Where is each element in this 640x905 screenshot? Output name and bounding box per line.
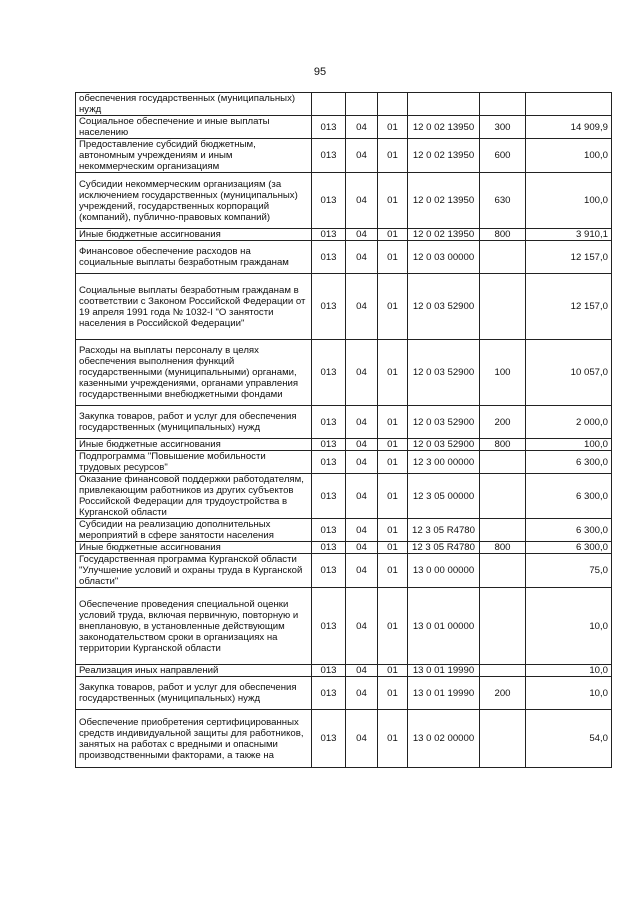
- expense-type-cell: [480, 93, 526, 116]
- target-article-cell: 12 0 02 13950: [408, 173, 480, 229]
- ministry-code-cell: 013: [312, 229, 346, 241]
- section-code-cell: 04: [346, 588, 378, 665]
- expense-type-cell: 800: [480, 542, 526, 554]
- table-row: [76, 340, 612, 406]
- section-code-cell: 04: [346, 677, 378, 710]
- subsection-code-cell: 01: [378, 406, 408, 439]
- expense-name-cell: Закупка товаров, работ и услуг для обеспечения государственных (муниципальных) нужд: [76, 677, 312, 710]
- expense-type-cell: [480, 274, 526, 340]
- amount-cell: 100,0: [526, 173, 612, 229]
- section-code-cell: 04: [346, 274, 378, 340]
- target-article-cell: 12 3 05 R4780: [408, 542, 480, 554]
- table-row: [76, 173, 612, 229]
- subsection-code-cell: [378, 93, 408, 116]
- expense-type-cell: 800: [480, 439, 526, 451]
- section-code-cell: 04: [346, 116, 378, 139]
- expense-type-cell: [480, 451, 526, 474]
- target-article-cell: 12 0 03 00000: [408, 241, 480, 274]
- table-row: [76, 554, 612, 588]
- amount-cell: 10,0: [526, 588, 612, 665]
- ministry-code-cell: 013: [312, 451, 346, 474]
- table-row: [76, 439, 612, 451]
- budget-table: [75, 92, 612, 768]
- amount-cell: 10,0: [526, 677, 612, 710]
- section-code-cell: 04: [346, 241, 378, 274]
- expense-name-cell: Социальное обеспечение и иные выплаты населению: [76, 116, 312, 139]
- expense-name-cell: Иные бюджетные ассигнования: [76, 542, 312, 554]
- ministry-code-cell: 013: [312, 710, 346, 768]
- subsection-code-cell: 01: [378, 139, 408, 173]
- amount-cell: 14 909,9: [526, 116, 612, 139]
- expense-name-cell: Предоставление субсидий бюджетным, автономным учреждениям и иным некоммерческим организациям: [76, 139, 312, 173]
- subsection-code-cell: 01: [378, 173, 408, 229]
- expense-name-cell: Иные бюджетные ассигнования: [76, 439, 312, 451]
- subsection-code-cell: 01: [378, 519, 408, 542]
- ministry-code-cell: 013: [312, 116, 346, 139]
- amount-cell: 100,0: [526, 439, 612, 451]
- expense-name-cell: Финансовое обеспечение расходов на социальные выплаты безработным гражданам: [76, 241, 312, 274]
- target-article-cell: 13 0 00 00000: [408, 554, 480, 588]
- section-code-cell: 04: [346, 542, 378, 554]
- amount-cell: 54,0: [526, 710, 612, 768]
- subsection-code-cell: 01: [378, 554, 408, 588]
- target-article-cell: 12 0 03 52900: [408, 274, 480, 340]
- subsection-code-cell: 01: [378, 439, 408, 451]
- expense-name-cell: Иные бюджетные ассигнования: [76, 229, 312, 241]
- expense-name-cell: Закупка товаров, работ и услуг для обеспечения государственных (муниципальных) нужд: [76, 406, 312, 439]
- section-code-cell: 04: [346, 474, 378, 519]
- ministry-code-cell: 013: [312, 139, 346, 173]
- expense-type-cell: [480, 665, 526, 677]
- amount-cell: 6 300,0: [526, 519, 612, 542]
- ministry-code-cell: 013: [312, 542, 346, 554]
- expense-type-cell: 800: [480, 229, 526, 241]
- amount-cell: 10,0: [526, 665, 612, 677]
- subsection-code-cell: 01: [378, 241, 408, 274]
- expense-name-cell: Субсидии на реализацию дополнительных мероприятий в сфере занятости населения: [76, 519, 312, 542]
- subsection-code-cell: 01: [378, 542, 408, 554]
- target-article-cell: 12 3 05 00000: [408, 474, 480, 519]
- target-article-cell: [408, 93, 480, 116]
- amount-cell: 6 300,0: [526, 542, 612, 554]
- expense-name-cell: Реализация иных направлений: [76, 665, 312, 677]
- expense-type-cell: 200: [480, 406, 526, 439]
- subsection-code-cell: 01: [378, 229, 408, 241]
- page-number: 95: [313, 66, 327, 78]
- target-article-cell: 13 0 02 00000: [408, 710, 480, 768]
- expense-type-cell: [480, 588, 526, 665]
- table-row: [76, 229, 612, 241]
- target-article-cell: 12 0 02 13950: [408, 116, 480, 139]
- target-article-cell: 12 3 05 R4780: [408, 519, 480, 542]
- amount-cell: 3 910,1: [526, 229, 612, 241]
- expense-type-cell: [480, 474, 526, 519]
- section-code-cell: 04: [346, 519, 378, 542]
- section-code-cell: 04: [346, 665, 378, 677]
- table-row: [76, 588, 612, 665]
- expense-type-cell: [480, 554, 526, 588]
- ministry-code-cell: 013: [312, 274, 346, 340]
- expense-type-cell: [480, 241, 526, 274]
- ministry-code-cell: 013: [312, 173, 346, 229]
- table-row: [76, 93, 612, 116]
- expense-type-cell: 100: [480, 340, 526, 406]
- target-article-cell: 12 0 03 52900: [408, 406, 480, 439]
- amount-cell: 100,0: [526, 139, 612, 173]
- target-article-cell: 13 0 01 19990: [408, 665, 480, 677]
- section-code-cell: 04: [346, 139, 378, 173]
- section-code-cell: 04: [346, 406, 378, 439]
- table-row: [76, 139, 612, 173]
- expense-name-cell: Обеспечение проведения специальной оценки условий труда, включая первичную, повторную и внеплановую, в установленные действующим законодательством сроки в организациях на территории Курганской области: [76, 588, 312, 665]
- expense-name-cell: Государственная программа Курганской области "Улучшение условий и охраны труда в Курганской области": [76, 554, 312, 588]
- expense-type-cell: [480, 710, 526, 768]
- ministry-code-cell: [312, 93, 346, 116]
- ministry-code-cell: 013: [312, 554, 346, 588]
- subsection-code-cell: 01: [378, 474, 408, 519]
- table-row: [76, 406, 612, 439]
- expense-name-cell: обеспечения государственных (муниципальных) нужд: [76, 93, 312, 116]
- expense-type-cell: 600: [480, 139, 526, 173]
- ministry-code-cell: 013: [312, 241, 346, 274]
- table-row: [76, 665, 612, 677]
- table-row: [76, 116, 612, 139]
- target-article-cell: 13 0 01 19990: [408, 677, 480, 710]
- target-article-cell: 12 0 03 52900: [408, 439, 480, 451]
- ministry-code-cell: 013: [312, 406, 346, 439]
- subsection-code-cell: 01: [378, 274, 408, 340]
- ministry-code-cell: 013: [312, 519, 346, 542]
- expense-name-cell: Обеспечение приобретения сертифицированных средств индивидуальной защиты для работников, занятых на работах с вредными и опасными производственными факторами, а также на: [76, 710, 312, 768]
- ministry-code-cell: 013: [312, 340, 346, 406]
- expense-type-cell: 300: [480, 116, 526, 139]
- section-code-cell: 04: [346, 451, 378, 474]
- amount-cell: 10 057,0: [526, 340, 612, 406]
- expense-type-cell: [480, 519, 526, 542]
- section-code-cell: 04: [346, 554, 378, 588]
- table-row: [76, 451, 612, 474]
- expense-name-cell: Социальные выплаты безработным гражданам в соответствии с Законом Российской Федерации от 19 апреля 1991 года № 1032-I "О занятости населения в Российской Федерации": [76, 274, 312, 340]
- subsection-code-cell: 01: [378, 677, 408, 710]
- subsection-code-cell: 01: [378, 340, 408, 406]
- section-code-cell: 04: [346, 173, 378, 229]
- amount-cell: 6 300,0: [526, 451, 612, 474]
- amount-cell: [526, 93, 612, 116]
- amount-cell: 6 300,0: [526, 474, 612, 519]
- table-row: [76, 710, 612, 768]
- table-row: [76, 474, 612, 519]
- target-article-cell: 13 0 01 00000: [408, 588, 480, 665]
- expense-type-cell: 630: [480, 173, 526, 229]
- subsection-code-cell: 01: [378, 451, 408, 474]
- table-row: [76, 542, 612, 554]
- table-row: [76, 519, 612, 542]
- subsection-code-cell: 01: [378, 710, 408, 768]
- table-row: [76, 274, 612, 340]
- expense-name-cell: Подпрограмма "Повышение мобильности трудовых ресурсов": [76, 451, 312, 474]
- subsection-code-cell: 01: [378, 588, 408, 665]
- section-code-cell: 04: [346, 340, 378, 406]
- expense-name-cell: Субсидии некоммерческим организациям (за исключением государственных (муниципальных) учреждений, государственных корпораций (компаний), публично-правовых компаний): [76, 173, 312, 229]
- section-code-cell: [346, 93, 378, 116]
- section-code-cell: 04: [346, 710, 378, 768]
- expense-name-cell: Оказание финансовой поддержки работодателям, привлекающим работников из других субъектов Российской Федерации для трудоустройства в Курганской области: [76, 474, 312, 519]
- budget-table-body: [76, 93, 612, 768]
- ministry-code-cell: 013: [312, 474, 346, 519]
- target-article-cell: 12 0 02 13950: [408, 229, 480, 241]
- ministry-code-cell: 013: [312, 665, 346, 677]
- amount-cell: 12 157,0: [526, 274, 612, 340]
- target-article-cell: 12 0 03 52900: [408, 340, 480, 406]
- amount-cell: 2 000,0: [526, 406, 612, 439]
- subsection-code-cell: 01: [378, 116, 408, 139]
- table-row: [76, 241, 612, 274]
- ministry-code-cell: 013: [312, 439, 346, 451]
- table-row: [76, 677, 612, 710]
- amount-cell: 75,0: [526, 554, 612, 588]
- target-article-cell: 12 0 02 13950: [408, 139, 480, 173]
- amount-cell: 12 157,0: [526, 241, 612, 274]
- expense-type-cell: 200: [480, 677, 526, 710]
- section-code-cell: 04: [346, 439, 378, 451]
- subsection-code-cell: 01: [378, 665, 408, 677]
- expense-name-cell: Расходы на выплаты персоналу в целях обеспечения выполнения функций государственными (муниципальными) органами, казенными учреждениями, органами управления государственными внебюджетными фондами: [76, 340, 312, 406]
- section-code-cell: 04: [346, 229, 378, 241]
- target-article-cell: 12 3 00 00000: [408, 451, 480, 474]
- ministry-code-cell: 013: [312, 588, 346, 665]
- ministry-code-cell: 013: [312, 677, 346, 710]
